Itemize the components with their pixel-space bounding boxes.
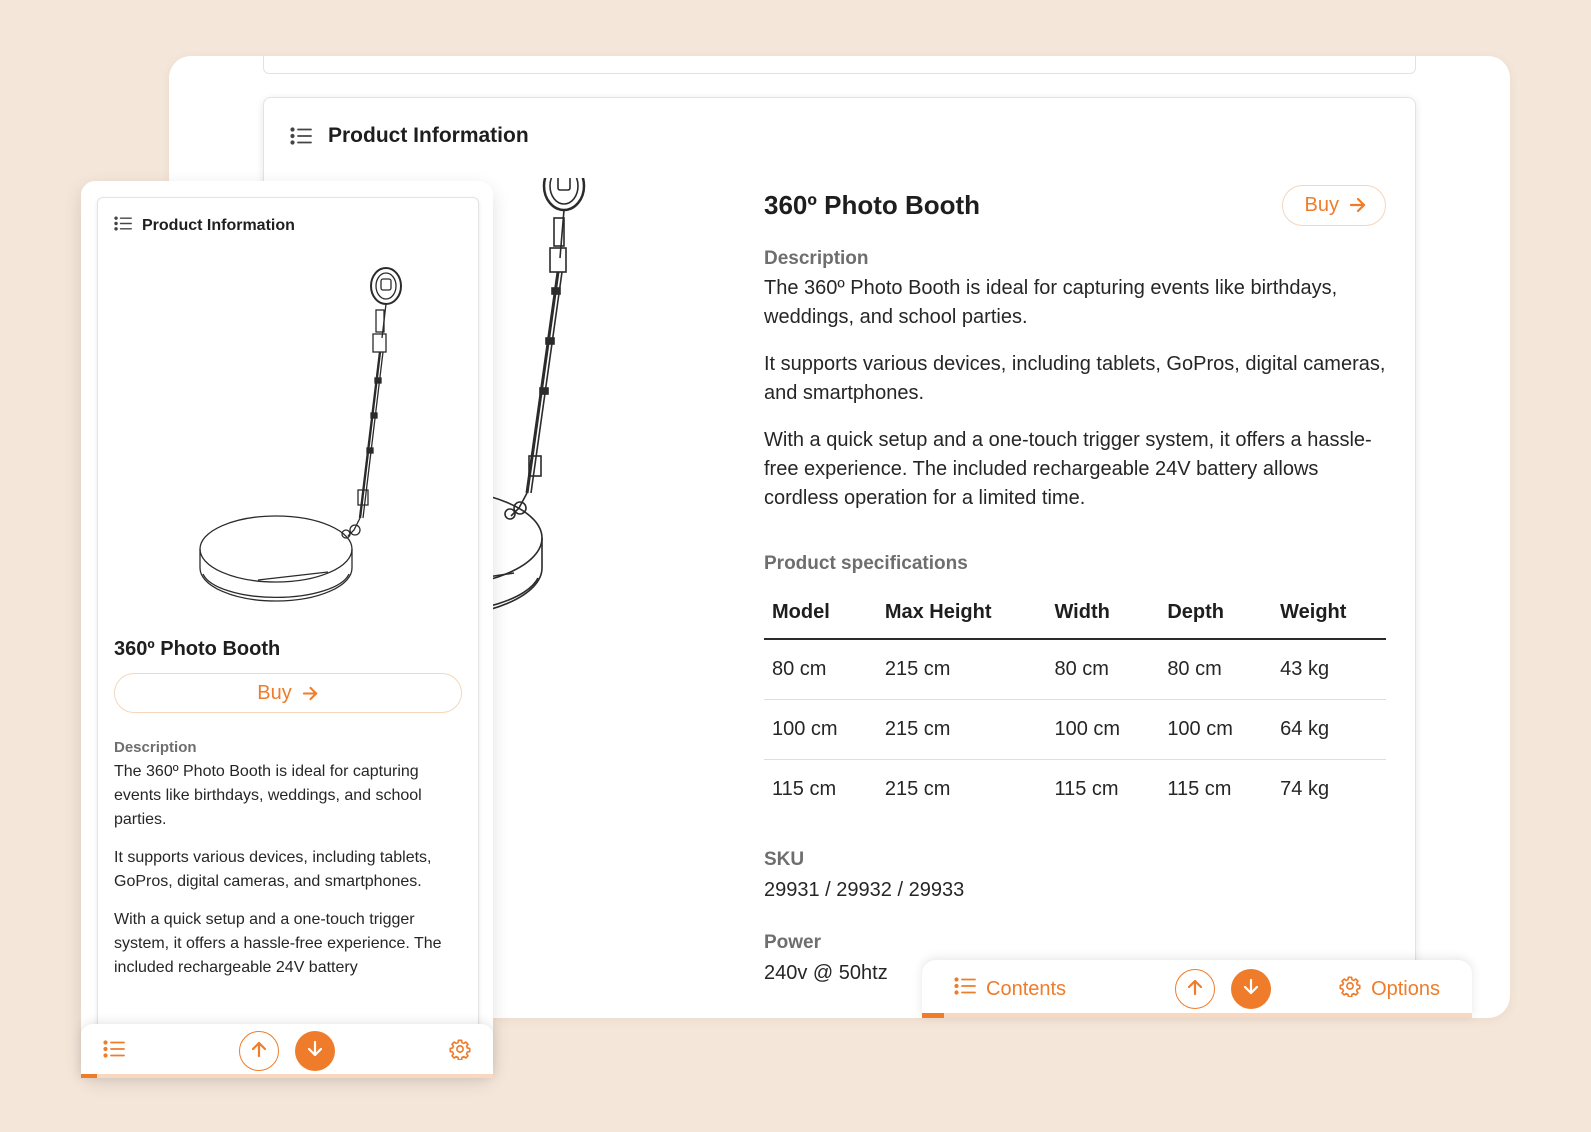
table-cell: 80 cm — [764, 639, 877, 700]
buy-button[interactable] — [1282, 185, 1386, 226]
table-cell: 80 cm — [1046, 639, 1159, 700]
sku-value: 29931 / 29932 / 29933 — [764, 879, 965, 901]
column-header: Max Height — [877, 587, 1047, 639]
table-cell: 215 cm — [877, 700, 1047, 760]
description-paragraph: With a quick setup and a one-touch trigger system, it offers a hassle-free experience. The included rechargeable 24V battery allows cordless operation for a limited time. — [764, 429, 1372, 509]
page-navigation — [1175, 969, 1271, 1009]
description-paragraph: The 360º Photo Booth is ideal for capturing events like birthdays, weddings, and school parties. — [114, 763, 422, 828]
previous-button[interactable] — [239, 1031, 279, 1071]
table-cell: 64 kg — [1272, 700, 1386, 760]
previous-button[interactable] — [1175, 969, 1215, 1009]
table-cell: 74 kg — [1280, 778, 1330, 800]
table-cell: 115 cm — [1054, 778, 1119, 800]
column-header: Weight — [1272, 587, 1386, 639]
panel-title: Product Information — [142, 217, 295, 234]
contents-label: Contents — [986, 977, 1067, 1000]
column-header: Model — [764, 587, 877, 639]
panel-title: Product Information — [328, 124, 529, 147]
list-icon — [954, 977, 976, 1001]
table-cell: 43 kg — [1272, 639, 1386, 700]
table-cell: 115 cm — [1167, 778, 1232, 800]
table-cell: 115 cm — [772, 778, 837, 800]
mobile-preview — [81, 181, 493, 1076]
sku-label: SKU — [764, 849, 805, 870]
options-button[interactable] — [449, 1038, 471, 1065]
table-cell: 100 cm — [764, 700, 877, 760]
product-title: 360º Photo Booth — [764, 189, 981, 220]
product-info — [764, 178, 1386, 985]
table-header-row — [764, 587, 1386, 639]
next-button[interactable] — [1231, 969, 1271, 1009]
arrow-right-icon — [302, 685, 319, 702]
panel-header — [290, 124, 529, 148]
description-paragraph: The 360º Photo Booth is ideal for capturing events like birthdays, weddings, and school parties. — [764, 277, 1338, 328]
buy-label: Buy — [1304, 193, 1339, 216]
arrow-down-icon — [306, 1040, 324, 1063]
previous-section — [263, 56, 1416, 74]
title-row — [764, 178, 1386, 232]
arrow-down-icon — [1242, 978, 1260, 1001]
page-navigation — [239, 1031, 335, 1071]
description-paragraph: With a quick setup and a one-touch trigger system, it offers a hassle-free experience. The included rechargeable 24V battery — [114, 911, 442, 976]
table-cell: 215 cm — [877, 639, 1047, 700]
arrow-right-icon — [1349, 196, 1367, 214]
table-row — [764, 639, 1386, 700]
column-header: Width — [1046, 587, 1159, 639]
contents-button[interactable] — [954, 977, 1066, 1001]
table-cell: 215 cm — [884, 778, 951, 800]
description-paragraph: It supports various devices, including tablets, GoPros, digital cameras, and smartphones. — [764, 353, 1386, 404]
power-value: 240v @ 50htz — [764, 962, 888, 984]
contents-button[interactable] — [103, 1040, 125, 1063]
panel-header — [114, 216, 295, 236]
table-cell: 80 cm — [1159, 639, 1272, 700]
description-paragraph: It supports various devices, including tablets, GoPros, digital cameras, and smartphones. — [114, 849, 432, 890]
buy-button[interactable] — [114, 673, 462, 713]
gear-icon — [449, 1038, 471, 1065]
description-label: Description — [114, 739, 197, 756]
arrow-up-icon — [250, 1040, 268, 1063]
product-image — [188, 258, 428, 618]
arrow-up-icon — [1186, 978, 1204, 1001]
description-label: Description — [764, 248, 869, 269]
product-info — [114, 638, 462, 994]
gear-icon — [1339, 975, 1361, 1003]
table-cell: 100 cm — [1159, 700, 1272, 760]
progress-track — [922, 1013, 1472, 1018]
options-label: Options — [1371, 977, 1440, 1000]
product-title: 360º Photo Booth — [114, 638, 281, 660]
buy-label: Buy — [257, 681, 292, 704]
specifications-table — [764, 587, 1386, 819]
list-icon — [290, 127, 312, 145]
progress-bar — [922, 1013, 944, 1018]
column-header: Depth — [1159, 587, 1272, 639]
progress-track — [81, 1074, 493, 1078]
mobile-product-panel — [97, 197, 479, 1076]
table-row — [764, 760, 1386, 820]
power-label: Power — [764, 932, 822, 953]
next-button[interactable] — [295, 1031, 335, 1071]
options-button[interactable] — [1339, 975, 1440, 1003]
list-icon — [103, 1040, 125, 1063]
specifications-label: Product specifications — [764, 553, 968, 574]
table-row — [764, 700, 1386, 760]
list-icon — [114, 216, 132, 236]
table-cell: 100 cm — [1046, 700, 1159, 760]
mobile-toolbar — [81, 1024, 493, 1078]
progress-bar — [81, 1074, 97, 1078]
desktop-toolbar — [922, 960, 1472, 1018]
